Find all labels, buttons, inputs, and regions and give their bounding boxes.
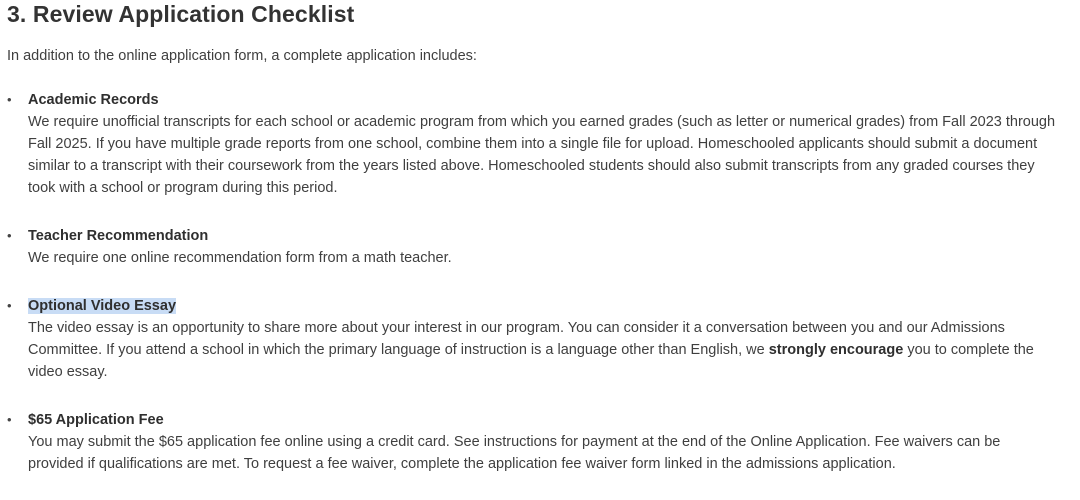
- checklist-item-title: [28, 295, 1080, 317]
- checklist-item-description: [28, 317, 1058, 383]
- checklist-item-title: Teacher Recommendation: [28, 228, 209, 244]
- checklist-item-description: You may submit the $65 application fee online using a credit card. See instructions for payment at the end of the Online Application. Fee waivers can be provided if qualifications are met. To request a fee waiver, complete the application fee waiver form linked in the admissions application.: [28, 434, 1001, 472]
- page-title: 3. Review Application Checklist: [7, 1, 355, 27]
- checklist-item-description: We require one online recommendation form from a math teacher.: [28, 250, 452, 266]
- intro-text: In addition to the online application form, a complete application includes:: [7, 48, 477, 64]
- application-checklist: [7, 89, 1080, 475]
- checklist-item-academic-records: [7, 89, 1080, 199]
- description-text: The video essay is an opportunity to share more about your interest in our program. You can consider it a conversation between you and our Admissions Committee. If you attend a school in which the primary language of instruction is a language other than English, we: [28, 320, 1005, 358]
- bullet-icon: •: [7, 92, 12, 107]
- checklist-item-title: Academic Records: [28, 92, 159, 108]
- bullet-icon: •: [7, 412, 12, 427]
- bullet-icon: •: [7, 228, 12, 243]
- selected-text-highlight[interactable]: Optional Video Essay: [28, 298, 177, 314]
- checklist-item-optional-video-essay: [7, 295, 1080, 383]
- checklist-item-application-fee: [7, 409, 1080, 475]
- emphasized-text: strongly encourage: [768, 342, 904, 358]
- checklist-item-title: $65 Application Fee: [28, 412, 164, 428]
- description-text: you to complete the video essay.: [28, 342, 1034, 380]
- bullet-icon: •: [7, 298, 12, 313]
- checklist-item-teacher-recommendation: [7, 225, 1080, 269]
- checklist-item-description: We require unofficial transcripts for each school or academic program from which you earned grades (such as letter or numerical grades) from Fall 2023 through Fall 2025. If you have multiple grade reports from one school, combine them into a single file for upload. Homeschooled applicants should submit a document similar to a transcript with their coursework from the years listed above. Homeschooled students should also submit transcripts from any graded courses they took with a school or program during this period.: [28, 114, 1056, 196]
